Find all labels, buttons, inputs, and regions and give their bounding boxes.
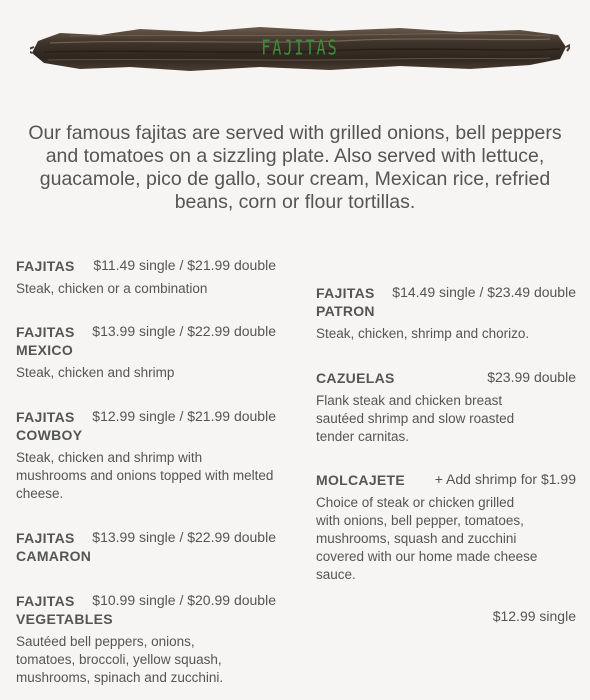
item-name: FAJITAS CAMARON bbox=[16, 530, 92, 564]
item-description: Steak, chicken or a combination bbox=[16, 281, 208, 296]
item-price: $14.49 single / $23.49 double bbox=[392, 284, 576, 300]
item-name: FAJITAS MEXICO bbox=[16, 324, 75, 358]
item-price: $13.99 single / $22.99 double bbox=[92, 323, 276, 339]
menu-item bbox=[16, 257, 276, 298]
item-description: Sautéed bell peppers, onions, tomatoes, broccoli, yellow squash, mushrooms, spinach and zucchini. bbox=[16, 634, 224, 685]
banner-title: FAJITAS bbox=[261, 35, 339, 60]
intro-text: Our famous fajitas are served with grilled onions, bell peppers and tomatoes on a sizzling plate. Also served with lettuce, guacamole, pico de gallo, sour cream, Mexican rice, refried beans, corn or flour tortillas. bbox=[28, 122, 562, 213]
menu-item bbox=[16, 323, 276, 382]
item-price: $23.99 double bbox=[487, 369, 576, 385]
menu-item bbox=[16, 592, 276, 687]
item-name: FAJITAS COWBOY bbox=[16, 409, 83, 443]
item-description: Steak, chicken and shrimp bbox=[16, 365, 175, 380]
item-description: Steak, chicken and shrimp with mushrooms and onions topped with melted cheese. bbox=[16, 450, 274, 501]
menu-item bbox=[316, 369, 576, 446]
item-description: Choice of steak or chicken grilled with onions, bell pepper, tomatoes, mushrooms, squash and zucchini covered with our home made cheese sauce. bbox=[316, 495, 538, 582]
item-price: $12.99 single / $21.99 double bbox=[92, 408, 276, 424]
menu-item bbox=[316, 284, 576, 343]
item-name: CAZUELAS bbox=[316, 370, 395, 386]
item-price: $13.99 single / $22.99 double bbox=[92, 529, 276, 545]
menu-item bbox=[16, 408, 276, 503]
item-name: FAJITAS PATRON bbox=[316, 285, 375, 319]
extra-price: $12.99 single bbox=[492, 608, 576, 624]
menu-item bbox=[16, 529, 276, 565]
item-description: Flank steak and chicken breast sautéed shrimp and slow roasted tender carnitas. bbox=[316, 393, 515, 444]
item-description: Steak, chicken, shrimp and chorizo. bbox=[316, 326, 530, 341]
item-name: MOLCAJETE bbox=[316, 472, 406, 488]
wood-banner bbox=[30, 25, 570, 73]
item-name: FAJITAS bbox=[16, 258, 75, 274]
item-price: $11.49 single / $21.99 double bbox=[93, 257, 276, 273]
item-price: + Add shrimp for $1.99 bbox=[434, 471, 576, 487]
menu-item bbox=[316, 471, 576, 584]
item-name: FAJITAS VEGETABLES bbox=[16, 593, 113, 627]
item-price: $10.99 single / $20.99 double bbox=[92, 592, 276, 608]
